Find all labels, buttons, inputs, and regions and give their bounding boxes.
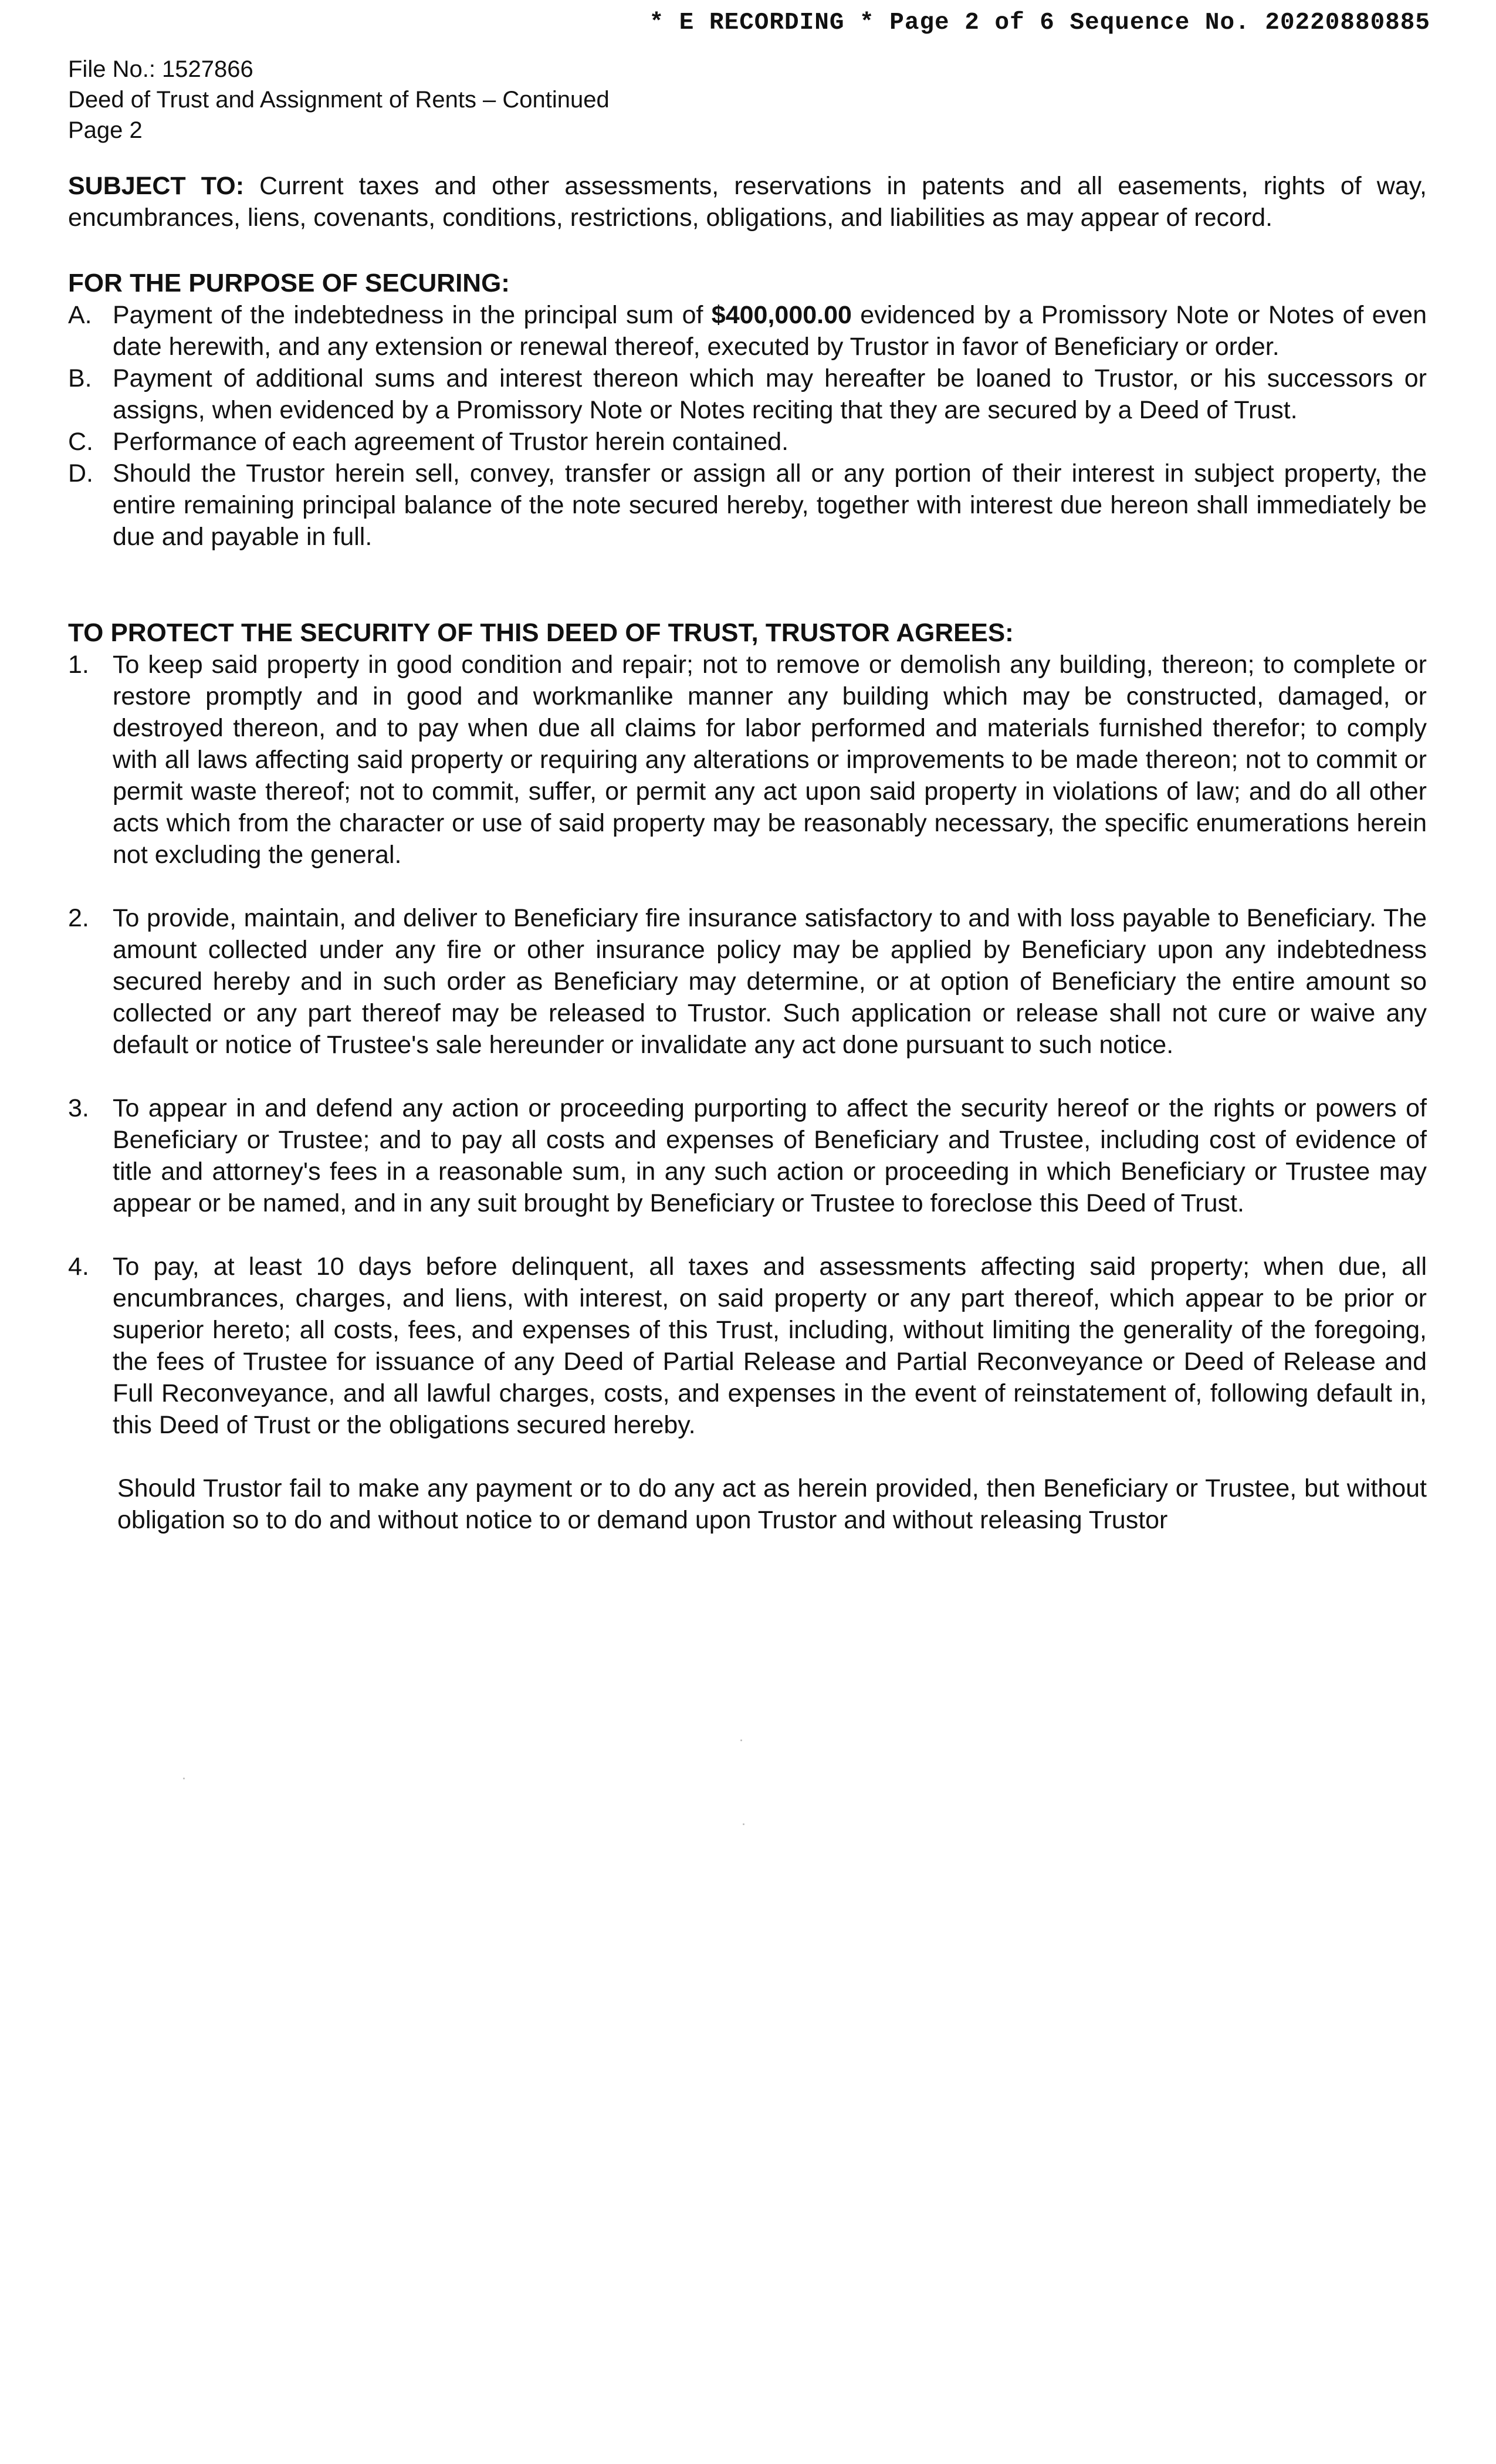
document-title: Deed of Trust and Assignment of Rents – Continued <box>68 87 610 113</box>
protect-item-4 <box>68 1251 1427 1441</box>
scan-speck <box>740 1739 742 1741</box>
purpose-item-d <box>68 458 1427 553</box>
document-header <box>68 54 610 145</box>
document-body <box>68 170 1427 1561</box>
list-item-text <box>113 299 1427 363</box>
list-marker: B. <box>68 364 92 392</box>
protect-item-1 <box>68 649 1427 871</box>
protect-heading: TO PROTECT THE SECURITY OF THIS DEED OF TRUST, TRUSTOR AGREES: <box>68 618 1014 647</box>
subject-to-label: SUBJECT TO: <box>68 172 245 200</box>
list-item-text: To provide, maintain, and deliver to Beneficiary fire insurance satisfactory to and with loss payable to Beneficiary. The amount collected under any fire or other insurance policy may be applied by Beneficiary upon any indebtedness secured hereby and in such order as Beneficiary may determine, or at option of Beneficiary the entire amount so collected or any part thereof may be released to Trustor. Such application or release shall not cure or waive any default or notice of Trustee's sale hereunder or invalidate any act done pursuant to such notice. <box>113 904 1427 1059</box>
subject-to-text: Current taxes and other assessments, reservations in patents and all easements, rights of way, encumbrances, liens, covenants, conditions, restrictions, obligations, and liabilities as may appear of record. <box>68 172 1427 232</box>
list-item-text: To pay, at least 10 days before delinquent, all taxes and assessments affecting said property; when due, all encumbrances, charges, and liens, with interest, on said property or any part thereof, which appear to be prior or superior hereto; all costs, fees, and expenses of this Trust, including, without limiting the generality of the foregoing, the fees of Trustee for issuance of any Deed of Partial Release and Partial Reconveyance or Deed of Release and Full Reconveyance, and all lawful charges, costs, and expenses in the event of reinstatement of, following default in, this Deed of Trust or the obligations secured hereby. <box>113 1253 1427 1439</box>
list-marker: 2. <box>68 904 89 932</box>
purpose-item-c <box>68 426 1427 458</box>
list-marker: D. <box>68 459 93 488</box>
list-item-text: To appear in and defend any action or proceeding purporting to affect the security hereof or the rights or powers of Beneficiary or Trustee; and to pay all costs and expenses of Beneficiary and Trustee, including cost of evidence of title and attorney's fees in a reasonable sum, in any such action or proceeding in which Beneficiary or Trustee may appear or be named, and in any suit brought by Beneficiary or Trustee to foreclose this Deed of Trust. <box>113 1094 1427 1217</box>
list-item-text: To keep said property in good condition and repair; not to remove or demolish any building, thereon; to complete or restore promptly and in good and workmanlike manner any building which may be constructed, damaged, or destroyed thereon, and to pay when due all claims for labor performed and materials furnished therefor; to comply with all laws affecting said property or requiring any alterations or improvements to be made thereon; not to commit or permit waste thereof; not to commit, suffer, or permit any act upon said property in violations of law; and do all other acts which from the character or use of said property may be reasonably necessary, the specific enumerations herein not excluding the general. <box>113 651 1427 869</box>
list-item-text: Payment of additional sums and interest thereon which may hereafter be loaned to Trustor, or his successors or assigns, when evidenced by a Promissory Note or Notes reciting that they are secured by a Deed of Trust. <box>113 364 1427 424</box>
list-marker: A. <box>68 301 92 329</box>
scan-speck <box>183 1778 185 1779</box>
scan-speck <box>743 1823 744 1825</box>
page-number: Page 2 <box>68 117 143 143</box>
continuation-paragraph: Should Trustor fail to make any payment or to do any act as herein provided, then Beneficiary or Trustee, but without obligation so to do and without notice to or demand upon Trustor and without releasing Trustor <box>117 1474 1427 1534</box>
file-number: File No.: 1527866 <box>68 56 253 82</box>
protect-item-2 <box>68 902 1427 1061</box>
list-item-text: Performance of each agreement of Trustor herein contained. <box>113 428 789 456</box>
list-marker: C. <box>68 428 93 456</box>
recording-stamp: * E RECORDING * Page 2 of 6 Sequence No. 20220880885 <box>649 9 1430 36</box>
subject-to-paragraph <box>68 170 1427 233</box>
purpose-a-text-before: Payment of the indebtedness in the principal sum of <box>113 301 712 329</box>
list-marker: 1. <box>68 651 89 679</box>
purpose-a-text-after: evidenced by a Promissory Note or Notes of even date herewith, and any extension or renewal thereof, executed by Trustor in favor of Beneficiary or order. <box>113 301 1427 361</box>
protect-item-3 <box>68 1092 1427 1219</box>
list-item-text: Should the Trustor herein sell, convey, transfer or assign all or any portion of their interest in subject property, the entire remaining principal balance of the note secured hereby, together with interest due hereon shall immediately be due and payable in full. <box>113 459 1427 551</box>
list-marker: 4. <box>68 1253 89 1281</box>
principal-amount: $400,000.00 <box>711 301 852 329</box>
purpose-item-a <box>68 299 1427 363</box>
purpose-item-b <box>68 363 1427 426</box>
list-marker: 3. <box>68 1094 89 1122</box>
purpose-heading: FOR THE PURPOSE OF SECURING: <box>68 269 510 297</box>
